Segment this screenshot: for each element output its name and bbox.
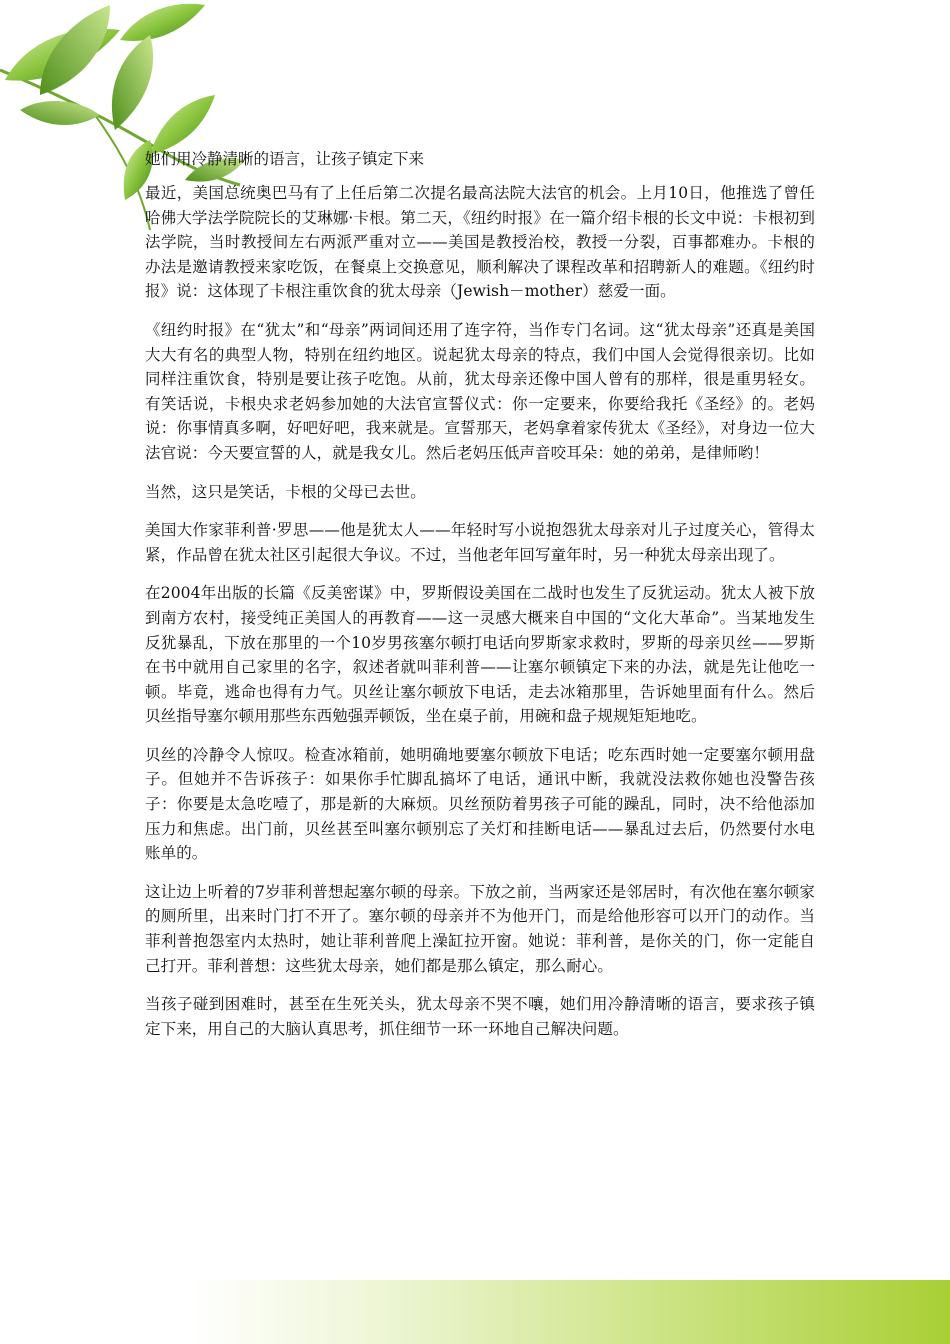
footer-gradient-band bbox=[190, 1280, 950, 1344]
paragraph-2: 《纽约时报》在“犹太”和“母亲”两词间还用了连字符，当作专门名词。这“犹太母亲”还真是美国大大有名的典型人物，特别在纽约地区。说起犹太母亲的特点，我们中国人会觉得很亲切。比如同样注重饮食，特别是要让孩子吃饱。从前，犹太母亲还像中国人曾有的那样，很是重男轻女。有笑话说，卡根央求老妈参加她的大法官宣誓仪式：你一定要来，你要给我托《圣经》的。老妈说：你事情真多啊，好吧好吧，我来就是。宣誓那天，老妈拿着家传犹太《圣经》，对身边一位大法官说：今天要宣誓的人，就是我女儿。然后老妈压低声音咬耳朵：她的弟弟，是律师哟！ bbox=[145, 320, 815, 462]
paragraph-8: 当孩子碰到困难时，甚至在生死关头，犹太母亲不哭不嚷，她们用冷静清晰的语言，要求孩子镇定下来，用自己的大脑认真思考，抓住细节一环一环地自己解决问题。 bbox=[145, 995, 815, 1038]
article-title: 她们用冷静清晰的语言，让孩子镇定下来 bbox=[145, 150, 425, 168]
paragraph-3: 当然，这只是笑话，卡根的父母已去世。 bbox=[145, 482, 426, 501]
paragraph-1: 最近，美国总统奥巴马有了上任后第二次提名最高法院大法官的机会。上月10日，他推选了曾任哈佛大学法学院院长的艾琳娜·卡根。第二天，《纽约时报》在一篇介绍卡根的长文中说：卡根初到法学院，当时教授间左右两派严重对立——美国是教授治校，教授一分裂，百事都难办。卡根的办法是邀请教授来家吃饭，在餐桌上交换意见，顺利解决了课程改革和招聘新人的难题。《纽约时报》说：这体现了卡根注重饮食的犹太母亲（Jewish－mother）慈爱一面。 bbox=[145, 184, 815, 301]
paragraph-4: 美国大作家菲利普·罗思——他是犹太人——年轻时写小说抱怨犹太母亲对儿子过度关心，管得太紧，作品曾在犹太社区引起很大争议。不过，当他老年回写童年时，另一种犹太母亲出现了。 bbox=[145, 521, 815, 564]
paragraph-6: 贝丝的冷静令人惊叹。检查冰箱前，她明确地要塞尔顿放下电话；吃东西时她一定要塞尔顿用盘子。但她并不告诉孩子：如果你手忙脚乱搞坏了电话，通讯中断，我就没法救你她也没警告孩子：你要是太急吃噎了，那是新的大麻烦。贝丝预防着男孩子可能的躁乱，同时，决不给他添加压力和焦虑。出门前，贝丝甚至叫塞尔顿别忘了关灯和挂断电话——暴乱过去后，仍然要付水电账单的。 bbox=[145, 745, 815, 863]
paragraph-5: 在2004年出版的长篇《反美密谋》中，罗斯假设美国在二战时也发生了反犹运动。犹太人被下放到南方农村，接受纯正美国人的再教育——这一灵感大概来自中国的“文化大革命”。当某地发生反犹暴乱，下放在那里的一个10岁男孩塞尔顿打电话向罗斯家求救时，罗斯的母亲贝丝——罗斯在书中就用自己家里的名字，叙述者就叫菲利普——让塞尔顿镇定下来的办法，就是先让他吃一顿。毕竟，逃命也得有力气。贝丝让塞尔顿放下电话，走去冰箱那里，告诉她里面有什么。然后贝丝指导塞尔顿用那些东西勉强弄顿饭，坐在桌子前，用碗和盘子规规矩矩地吃。 bbox=[145, 584, 815, 726]
article bbox=[145, 148, 815, 1055]
paragraph-7: 这让边上听着的7岁菲利普想起塞尔顿的母亲。下放之前，当两家还是邻居时，有次他在塞尔顿家的厕所里，出来时门打不开了。塞尔顿的母亲并不为他开门，而是给他形容可以开门的动作。当菲利普抱怨室内太热时，她让菲利普爬上澡缸拉开窗。她说：菲利普，是你关的门，你一定能自己打开。菲利普想：这些犹太母亲，她们都是那么镇定，那么耐心。 bbox=[145, 882, 815, 975]
